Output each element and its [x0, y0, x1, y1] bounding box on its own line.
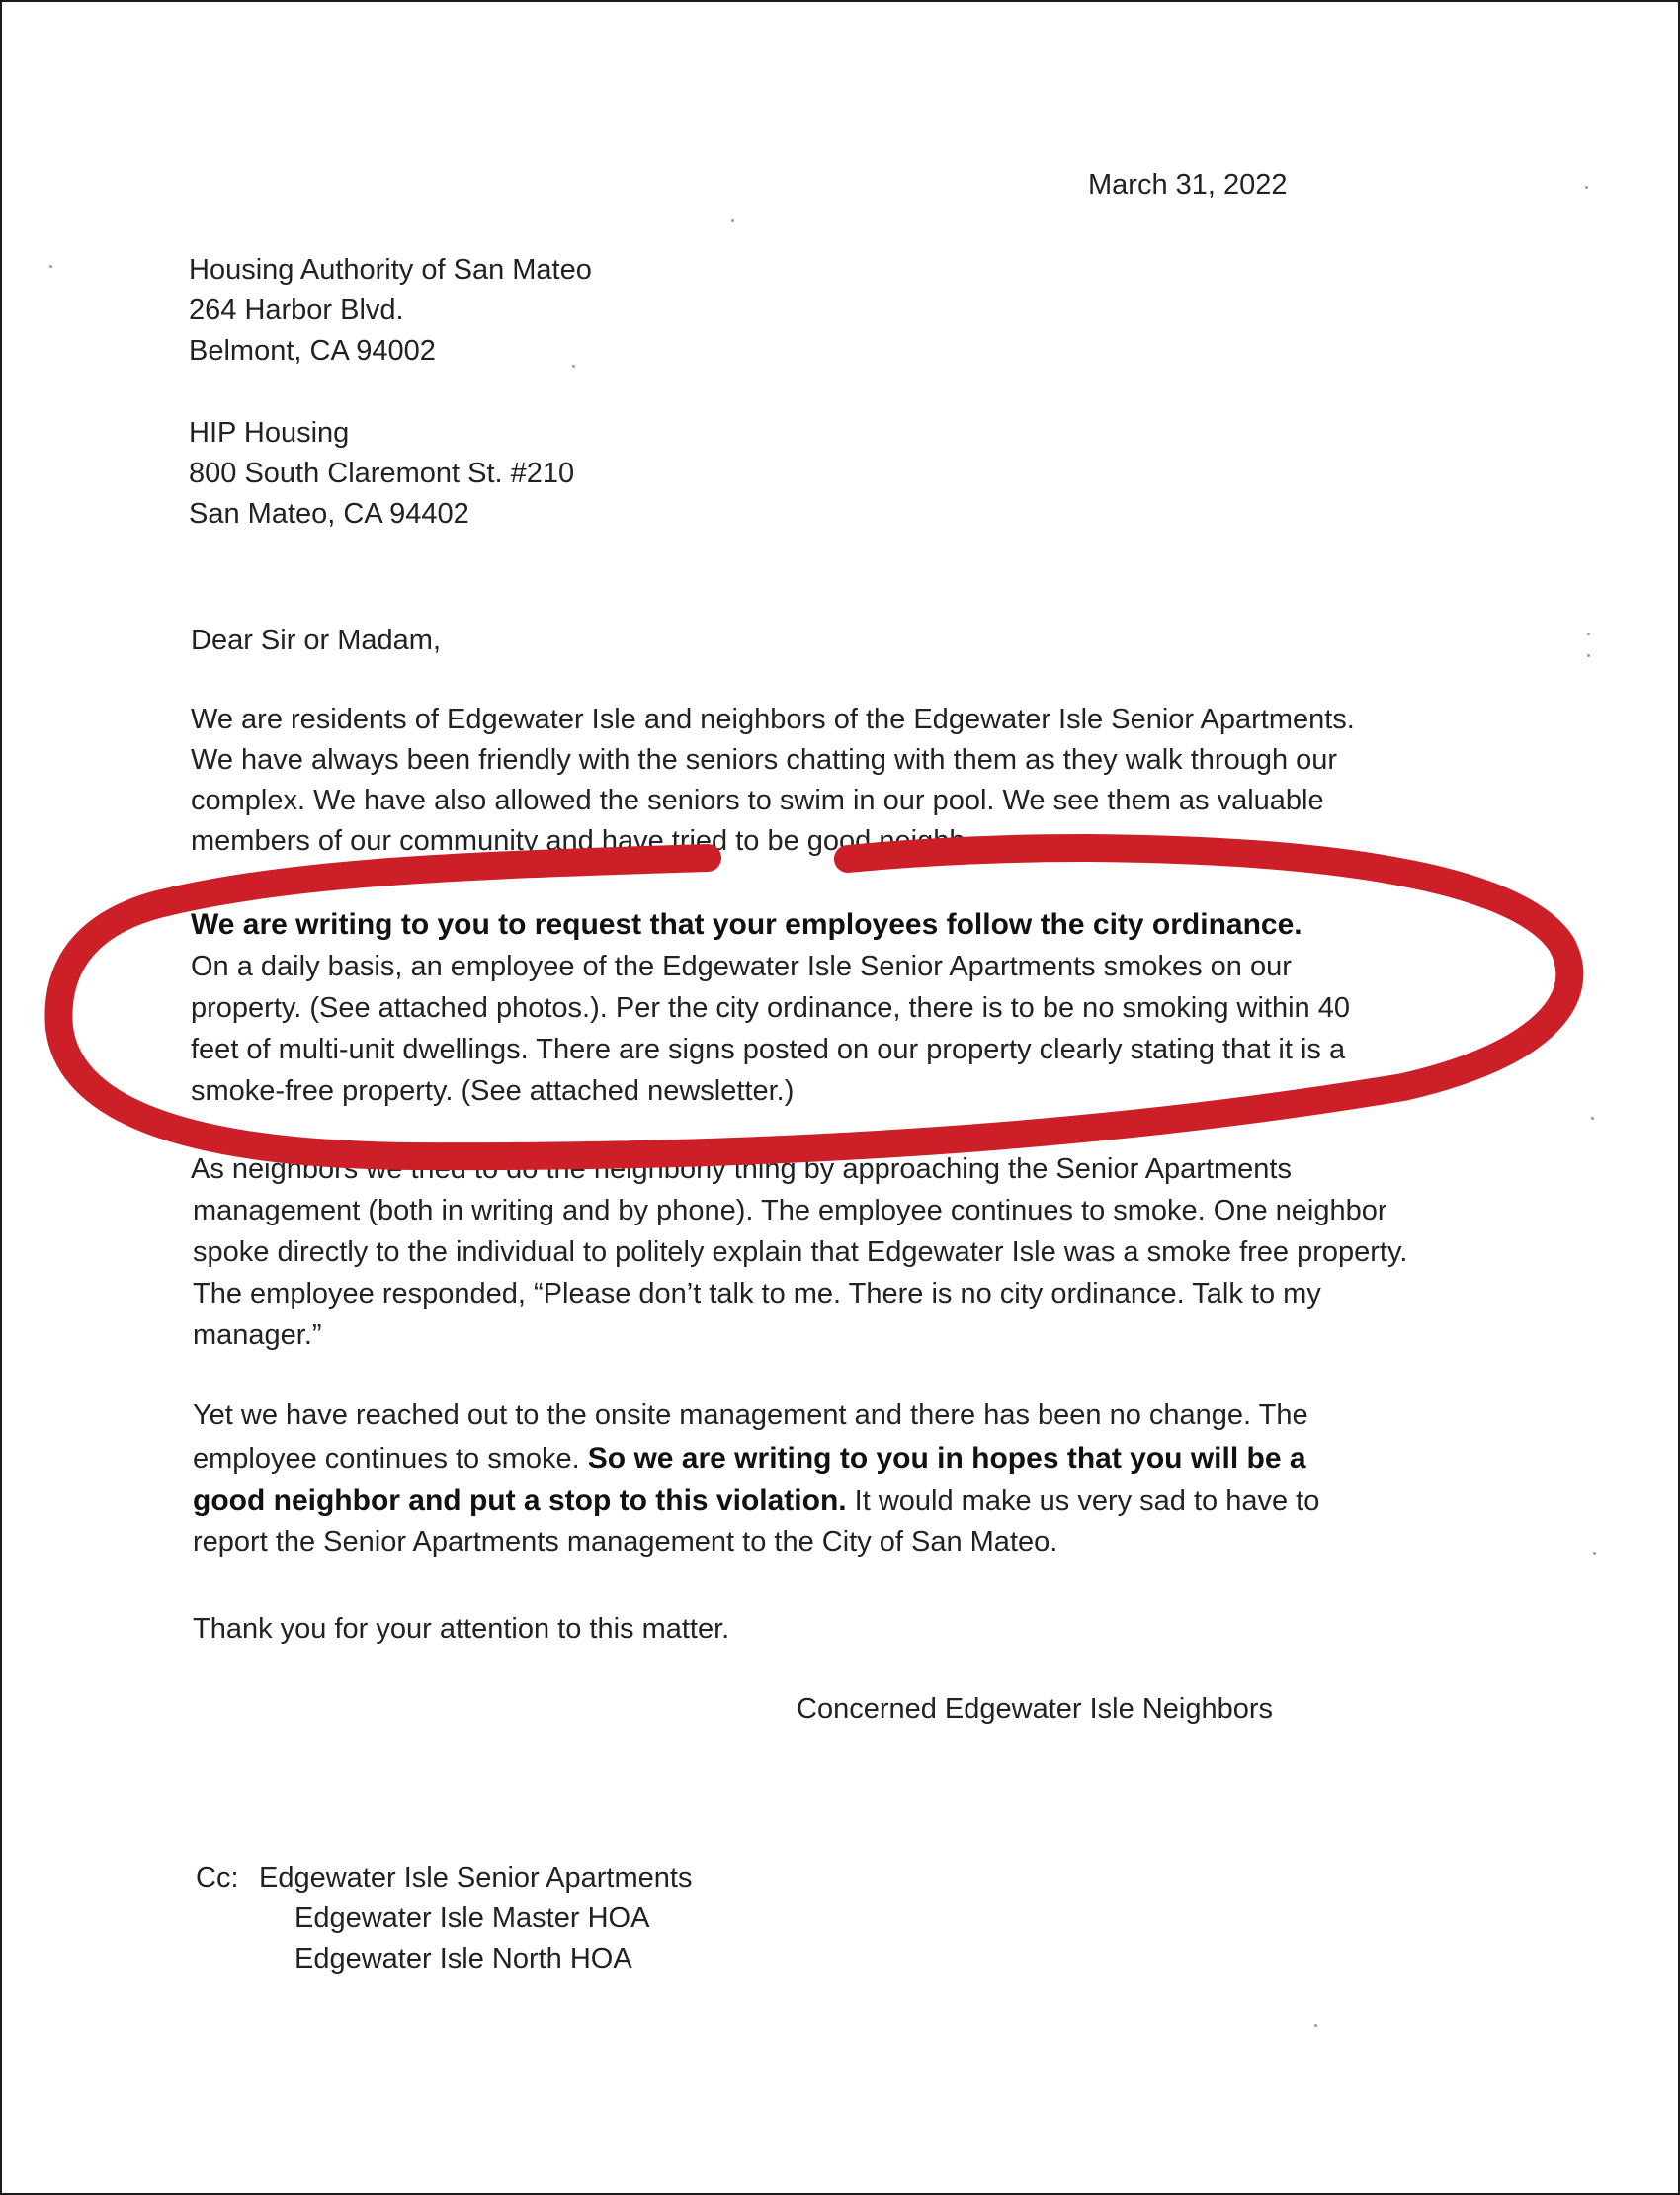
- scan-speck: [1587, 654, 1590, 657]
- body-line: On a daily basis, an employee of the Edgewater Isle Senior Apartments smokes on our: [191, 951, 1292, 982]
- signature: Concerned Edgewater Isle Neighbors: [797, 1693, 1273, 1725]
- body-line: Yet we have reached out to the onsite management and there has been no change. The: [193, 1399, 1308, 1431]
- scan-speck: [1585, 186, 1588, 189]
- emphasis-text: So we are writing to you in hopes that you will be a: [587, 1442, 1306, 1475]
- salutation: Dear Sir or Madam,: [191, 625, 442, 656]
- scan-speck: [49, 265, 52, 268]
- body-line: report the Senior Apartments management to the City of San Mateo.: [193, 1526, 1058, 1558]
- body-line: [193, 1480, 1319, 1523]
- scan-speck: [1593, 1552, 1596, 1555]
- body-line: management (both in writing and by phone). The employee continues to smoke. One neighbor: [193, 1195, 1387, 1226]
- body-line: members of our community and have tried to be good neighb: [191, 825, 966, 857]
- body-line: complex. We have also allowed the seniors to swim in our pool. We see them as valuable: [191, 785, 1324, 816]
- recipient-street: 800 South Claremont St. #210: [189, 458, 575, 489]
- body-text: employee continues to smoke.: [193, 1443, 588, 1475]
- scan-speck: [1591, 1117, 1594, 1120]
- letter-date: March 31, 2022: [1088, 169, 1288, 201]
- body-line: manager.”: [193, 1319, 322, 1351]
- body-line: [193, 1438, 1306, 1480]
- scan-speck: [1587, 633, 1590, 635]
- body-line: spoke directly to the individual to politely explain that Edgewater Isle was a smoke free property.: [193, 1236, 1408, 1268]
- recipient-name: Housing Authority of San Mateo: [189, 254, 592, 286]
- request-heading: We are writing to you to request that your employees follow the city ordinance.: [191, 908, 1302, 941]
- cc-recipient: Edgewater Isle North HOA: [294, 1943, 632, 1975]
- body-line: The employee responded, “Please don’t talk to me. There is no city ordinance. Talk to my: [193, 1278, 1321, 1309]
- cc-recipient: Edgewater Isle Master HOA: [294, 1902, 650, 1934]
- scan-speck: [572, 365, 575, 368]
- body-line: We have always been friendly with the seniors chatting with them as they walk through our: [191, 744, 1338, 776]
- cc-label: Cc:: [196, 1862, 239, 1894]
- body-line: feet of multi-unit dwellings. There are signs posted on our property clearly stating that it is a: [191, 1034, 1346, 1065]
- recipient-name: HIP Housing: [189, 417, 350, 449]
- body-line: smoke-free property. (See attached newsletter.): [191, 1075, 795, 1107]
- body-line: As neighbors we tried to do the neighborly thing by approaching the Senior Apartments: [191, 1153, 1292, 1185]
- body-text: It would make us very sad to have to: [846, 1485, 1320, 1517]
- recipient-city: Belmont, CA 94002: [189, 335, 436, 367]
- scan-speck: [731, 219, 734, 222]
- scan-speck: [1314, 2024, 1317, 2027]
- recipient-street: 264 Harbor Blvd.: [189, 295, 404, 326]
- recipient-city: San Mateo, CA 94402: [189, 498, 469, 530]
- body-line: property. (See attached photos.). Per the city ordinance, there is to be no smoking within 40: [191, 992, 1350, 1024]
- emphasis-text: good neighbor and put a stop to this violation.: [193, 1484, 847, 1517]
- closing-line: Thank you for your attention to this matter.: [193, 1613, 730, 1645]
- body-line: We are residents of Edgewater Isle and neighbors of the Edgewater Isle Senior Apartments.: [191, 704, 1355, 735]
- cc-recipient: Edgewater Isle Senior Apartments: [259, 1862, 693, 1894]
